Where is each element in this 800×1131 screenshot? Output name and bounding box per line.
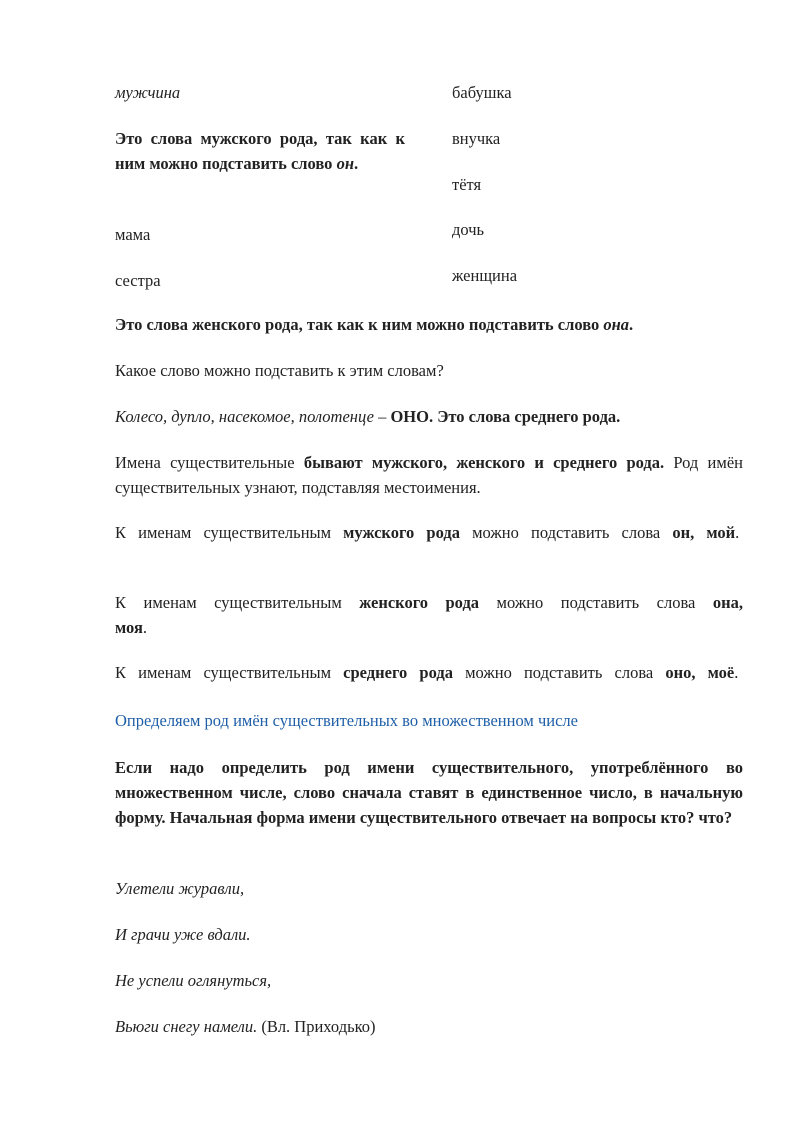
right-word-1: бабушка: [452, 83, 512, 102]
masculine-substitution: К именам существительным мужского рода можно подставить слова он, мой.: [115, 523, 740, 542]
right-word-5: женщина: [452, 266, 518, 285]
poem-line-2: И грачи уже вдали.: [115, 925, 251, 944]
neuter-example: Колесо, дупло, насекомое, полотенце – ОНО. Это слова среднего рода.: [115, 407, 621, 426]
word-sestra: сестра: [115, 271, 161, 290]
plural-rule: Если надо определить род имени существительного, употреблённого во множественном числе, слово сначала ставят в единственное число, в начальную форму. Начальная форма имени существительного отвечает на вопросы кто? что?: [115, 758, 743, 827]
poem-line-4: Вьюги снегу намели. (Вл. Приходько): [115, 1017, 376, 1036]
right-word-3: тётя: [452, 175, 482, 194]
right-word-4: дочь: [452, 220, 485, 239]
feminine-rule: Это слова женского рода, так как к ним можно подставить слово она.: [115, 315, 634, 334]
poem-line-1: Улетели журавли,: [115, 879, 245, 898]
question: Какое слово можно подставить к этим словам?: [115, 361, 444, 380]
poem-line-3: Не успели оглянуться,: [115, 971, 272, 990]
word-mama: мама: [115, 225, 151, 244]
right-word-2: внучка: [452, 129, 501, 148]
poem-author: (Вл. Приходько): [257, 1017, 376, 1036]
summary-paragraph: Имена существительные бывают мужского, женского и среднего рода. Род имён существительных узнают, подставляя местоимения.: [115, 453, 743, 497]
neuter-substitution: К именам существительным среднего рода можно подставить слова оно, моё.: [115, 663, 739, 682]
feminine-substitution: К именам существительным женского рода можно подставить слова она, моя.: [115, 593, 744, 637]
word-muzhchina: мужчина: [115, 83, 181, 102]
section-heading: Определяем род имён существительных во множественном числе: [115, 711, 578, 730]
masculine-rule: Это слова мужского рода, так как к ним можно подставить слово он.: [115, 129, 405, 173]
